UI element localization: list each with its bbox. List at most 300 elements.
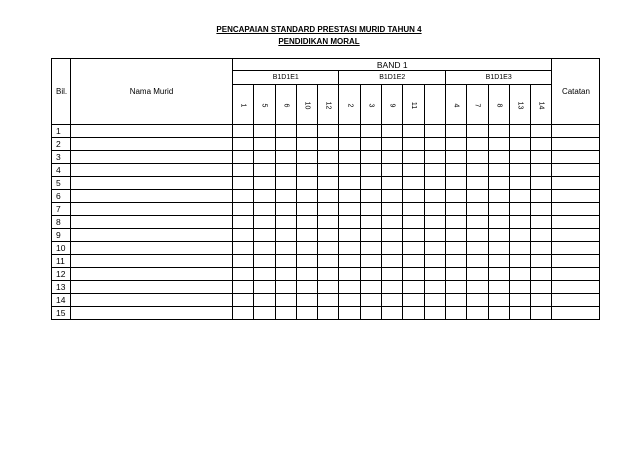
achievement-cell[interactable] xyxy=(339,190,360,203)
achievement-cell[interactable] xyxy=(318,138,339,151)
achievement-cell[interactable] xyxy=(318,190,339,203)
achievement-cell[interactable] xyxy=(275,255,296,268)
achievement-cell[interactable] xyxy=(445,229,466,242)
student-name-cell[interactable] xyxy=(71,242,233,255)
achievement-cell[interactable] xyxy=(382,177,403,190)
achievement-cell[interactable] xyxy=(509,229,530,242)
achievement-cell[interactable] xyxy=(339,229,360,242)
achievement-cell[interactable] xyxy=(254,268,275,281)
achievement-cell[interactable] xyxy=(445,242,466,255)
achievement-cell[interactable] xyxy=(403,177,424,190)
row-number: 8 xyxy=(52,216,71,229)
achievement-cell[interactable] xyxy=(382,281,403,294)
achievement-cell[interactable] xyxy=(445,177,466,190)
achievement-cell[interactable] xyxy=(318,125,339,138)
achievement-cell[interactable] xyxy=(531,190,552,203)
row-number: 11 xyxy=(52,255,71,268)
achievement-cell[interactable] xyxy=(318,281,339,294)
achievement-cell[interactable] xyxy=(467,203,488,216)
row-number: 12 xyxy=(52,268,71,281)
achievement-cell[interactable] xyxy=(403,294,424,307)
achievement-cell[interactable] xyxy=(467,255,488,268)
student-name-cell[interactable] xyxy=(71,138,233,151)
achievement-cell[interactable] xyxy=(233,216,254,229)
achievement-cell[interactable] xyxy=(488,151,509,164)
achievement-cell[interactable] xyxy=(339,216,360,229)
achievement-cell[interactable] xyxy=(403,242,424,255)
student-name-cell[interactable] xyxy=(71,151,233,164)
header-item-number-label: 13 xyxy=(516,101,524,110)
row-number: 13 xyxy=(52,281,71,294)
achievement-cell[interactable] xyxy=(467,242,488,255)
header-item-number xyxy=(382,85,403,125)
achievement-cell[interactable] xyxy=(403,164,424,177)
achievement-cell[interactable] xyxy=(233,164,254,177)
student-name-cell[interactable] xyxy=(71,203,233,216)
header-item-number xyxy=(488,85,509,125)
achievement-cell[interactable] xyxy=(233,138,254,151)
header-bil: Bil. xyxy=(52,59,71,125)
achievement-cell[interactable] xyxy=(275,164,296,177)
achievement-cell[interactable] xyxy=(233,242,254,255)
header-item-number-label: 3 xyxy=(367,103,375,108)
student-achievement-table xyxy=(51,58,600,320)
table-row xyxy=(52,255,600,268)
achievement-cell[interactable] xyxy=(509,177,530,190)
document-title: PENCAPAIAN STANDARD PRESTASI MURID TAHUN 4 xyxy=(216,25,422,34)
achievement-cell[interactable] xyxy=(445,268,466,281)
achievement-cell[interactable] xyxy=(275,281,296,294)
achievement-cell[interactable] xyxy=(488,203,509,216)
achievement-cell[interactable] xyxy=(360,203,381,216)
achievement-cell[interactable] xyxy=(488,294,509,307)
achievement-cell[interactable] xyxy=(339,164,360,177)
achievement-cell[interactable] xyxy=(254,216,275,229)
catatan-cell[interactable] xyxy=(552,268,600,281)
achievement-cell[interactable] xyxy=(488,242,509,255)
achievement-cell[interactable] xyxy=(424,138,445,151)
achievement-cell[interactable] xyxy=(360,138,381,151)
achievement-cell[interactable] xyxy=(360,255,381,268)
achievement-cell[interactable] xyxy=(424,268,445,281)
achievement-cell[interactable] xyxy=(339,294,360,307)
achievement-cell[interactable] xyxy=(254,307,275,320)
achievement-cell[interactable] xyxy=(318,216,339,229)
achievement-cell[interactable] xyxy=(318,151,339,164)
achievement-cell[interactable] xyxy=(488,190,509,203)
achievement-cell[interactable] xyxy=(382,151,403,164)
achievement-cell[interactable] xyxy=(318,294,339,307)
achievement-cell[interactable] xyxy=(445,255,466,268)
achievement-cell[interactable] xyxy=(403,138,424,151)
achievement-cell[interactable] xyxy=(467,294,488,307)
achievement-cell[interactable] xyxy=(296,255,317,268)
achievement-cell[interactable] xyxy=(318,307,339,320)
achievement-cell[interactable] xyxy=(467,164,488,177)
achievement-cell[interactable] xyxy=(233,307,254,320)
achievement-cell[interactable] xyxy=(233,281,254,294)
achievement-cell[interactable] xyxy=(445,190,466,203)
header-item-number-label: 14 xyxy=(537,101,545,110)
achievement-cell[interactable] xyxy=(296,307,317,320)
achievement-cell[interactable] xyxy=(254,138,275,151)
catatan-cell[interactable] xyxy=(552,203,600,216)
achievement-cell[interactable] xyxy=(531,281,552,294)
achievement-cell[interactable] xyxy=(233,177,254,190)
achievement-cell[interactable] xyxy=(318,229,339,242)
achievement-cell[interactable] xyxy=(382,190,403,203)
student-name-cell[interactable] xyxy=(71,164,233,177)
achievement-cell[interactable] xyxy=(360,151,381,164)
catatan-cell[interactable] xyxy=(552,255,600,268)
achievement-cell[interactable] xyxy=(509,242,530,255)
achievement-cell[interactable] xyxy=(254,151,275,164)
achievement-cell[interactable] xyxy=(382,125,403,138)
header-group-3: B1D1E3 xyxy=(445,71,551,85)
achievement-cell[interactable] xyxy=(296,190,317,203)
achievement-cell[interactable] xyxy=(509,307,530,320)
achievement-cell[interactable] xyxy=(233,229,254,242)
catatan-cell[interactable] xyxy=(552,151,600,164)
achievement-cell[interactable] xyxy=(424,177,445,190)
achievement-cell[interactable] xyxy=(339,242,360,255)
achievement-cell[interactable] xyxy=(360,125,381,138)
header-item-number-label: 12 xyxy=(324,101,332,110)
achievement-cell[interactable] xyxy=(467,229,488,242)
achievement-cell[interactable] xyxy=(467,125,488,138)
table-row xyxy=(52,216,600,229)
achievement-cell[interactable] xyxy=(360,190,381,203)
header-band: BAND 1 xyxy=(233,59,552,71)
header-item-number xyxy=(254,85,275,125)
achievement-cell[interactable] xyxy=(233,151,254,164)
achievement-cell[interactable] xyxy=(488,216,509,229)
catatan-cell[interactable] xyxy=(552,307,600,320)
header-item-number xyxy=(531,85,552,125)
achievement-cell[interactable] xyxy=(488,229,509,242)
achievement-cell[interactable] xyxy=(531,229,552,242)
achievement-cell[interactable] xyxy=(445,307,466,320)
achievement-cell[interactable] xyxy=(509,190,530,203)
achievement-cell[interactable] xyxy=(488,138,509,151)
achievement-cell[interactable] xyxy=(382,307,403,320)
achievement-cell[interactable] xyxy=(467,281,488,294)
achievement-cell[interactable] xyxy=(254,229,275,242)
achievement-cell[interactable] xyxy=(339,268,360,281)
table-row xyxy=(52,177,600,190)
achievement-cell[interactable] xyxy=(296,229,317,242)
achievement-cell[interactable] xyxy=(445,138,466,151)
catatan-cell[interactable] xyxy=(552,294,600,307)
student-name-cell[interactable] xyxy=(71,177,233,190)
achievement-cell[interactable] xyxy=(339,125,360,138)
achievement-cell[interactable] xyxy=(424,242,445,255)
achievement-cell[interactable] xyxy=(488,125,509,138)
student-name-cell[interactable] xyxy=(71,216,233,229)
achievement-cell[interactable] xyxy=(488,255,509,268)
achievement-cell[interactable] xyxy=(275,151,296,164)
achievement-cell[interactable] xyxy=(360,242,381,255)
student-name-cell[interactable] xyxy=(71,125,233,138)
achievement-cell[interactable] xyxy=(467,307,488,320)
achievement-cell[interactable] xyxy=(509,138,530,151)
achievement-cell[interactable] xyxy=(467,138,488,151)
table-row xyxy=(52,190,600,203)
row-number: 6 xyxy=(52,190,71,203)
achievement-cell[interactable] xyxy=(275,203,296,216)
achievement-cell[interactable] xyxy=(382,229,403,242)
achievement-cell[interactable] xyxy=(296,216,317,229)
achievement-cell[interactable] xyxy=(424,125,445,138)
achievement-cell[interactable] xyxy=(531,242,552,255)
catatan-cell[interactable] xyxy=(552,229,600,242)
achievement-cell[interactable] xyxy=(403,229,424,242)
achievement-cell[interactable] xyxy=(360,216,381,229)
achievement-cell[interactable] xyxy=(296,151,317,164)
achievement-cell[interactable] xyxy=(275,294,296,307)
achievement-cell[interactable] xyxy=(296,294,317,307)
achievement-cell[interactable] xyxy=(339,151,360,164)
header-group-1: B1D1E1 xyxy=(233,71,339,85)
header-item-number xyxy=(339,85,360,125)
achievement-cell[interactable] xyxy=(296,242,317,255)
achievement-cell[interactable] xyxy=(509,151,530,164)
achievement-cell[interactable] xyxy=(296,177,317,190)
achievement-cell[interactable] xyxy=(424,190,445,203)
achievement-cell[interactable] xyxy=(424,294,445,307)
achievement-cell[interactable] xyxy=(531,294,552,307)
achievement-cell[interactable] xyxy=(488,268,509,281)
header-item-number xyxy=(509,85,530,125)
catatan-cell[interactable] xyxy=(552,125,600,138)
achievement-cell[interactable] xyxy=(275,268,296,281)
achievement-cell[interactable] xyxy=(296,203,317,216)
achievement-cell[interactable] xyxy=(424,151,445,164)
achievement-cell[interactable] xyxy=(318,268,339,281)
achievement-cell[interactable] xyxy=(318,164,339,177)
student-name-cell[interactable] xyxy=(71,307,233,320)
achievement-cell[interactable] xyxy=(233,294,254,307)
catatan-cell[interactable] xyxy=(552,177,600,190)
achievement-cell[interactable] xyxy=(339,307,360,320)
achievement-cell[interactable] xyxy=(488,307,509,320)
achievement-cell[interactable] xyxy=(531,164,552,177)
achievement-cell[interactable] xyxy=(467,268,488,281)
achievement-cell[interactable] xyxy=(403,268,424,281)
achievement-cell[interactable] xyxy=(360,294,381,307)
achievement-cell[interactable] xyxy=(233,125,254,138)
achievement-cell[interactable] xyxy=(360,177,381,190)
catatan-cell[interactable] xyxy=(552,138,600,151)
achievement-cell[interactable] xyxy=(531,177,552,190)
header-item-number-label: 8 xyxy=(495,103,503,108)
achievement-cell[interactable] xyxy=(296,164,317,177)
catatan-cell[interactable] xyxy=(552,242,600,255)
header-row-band xyxy=(52,59,600,71)
row-number: 5 xyxy=(52,177,71,190)
achievement-cell[interactable] xyxy=(233,190,254,203)
achievement-cell[interactable] xyxy=(424,216,445,229)
catatan-cell[interactable] xyxy=(552,190,600,203)
header-item-number xyxy=(296,85,317,125)
header-item-number-label: 9 xyxy=(388,103,396,108)
achievement-cell[interactable] xyxy=(339,138,360,151)
achievement-cell[interactable] xyxy=(360,164,381,177)
achievement-cell[interactable] xyxy=(424,255,445,268)
achievement-cell[interactable] xyxy=(275,190,296,203)
achievement-cell[interactable] xyxy=(531,151,552,164)
achievement-cell[interactable] xyxy=(403,307,424,320)
achievement-cell[interactable] xyxy=(382,203,403,216)
achievement-cell[interactable] xyxy=(360,268,381,281)
achievement-cell[interactable] xyxy=(403,203,424,216)
achievement-cell[interactable] xyxy=(275,242,296,255)
table-row xyxy=(52,294,600,307)
achievement-cell[interactable] xyxy=(403,151,424,164)
achievement-cell[interactable] xyxy=(382,268,403,281)
catatan-cell[interactable] xyxy=(552,281,600,294)
header-item-number-label: 6 xyxy=(282,103,290,108)
header-item-number xyxy=(445,85,466,125)
achievement-cell[interactable] xyxy=(360,229,381,242)
achievement-cell[interactable] xyxy=(467,177,488,190)
table-row xyxy=(52,164,600,177)
achievement-cell[interactable] xyxy=(424,164,445,177)
header-item-number-label: 4 xyxy=(452,103,460,108)
achievement-cell[interactable] xyxy=(382,164,403,177)
achievement-cell[interactable] xyxy=(254,190,275,203)
achievement-cell[interactable] xyxy=(488,164,509,177)
achievement-cell[interactable] xyxy=(339,255,360,268)
achievement-cell[interactable] xyxy=(424,281,445,294)
achievement-cell[interactable] xyxy=(509,203,530,216)
achievement-cell[interactable] xyxy=(509,216,530,229)
achievement-cell[interactable] xyxy=(382,138,403,151)
achievement-cell[interactable] xyxy=(318,255,339,268)
achievement-cell[interactable] xyxy=(445,151,466,164)
achievement-cell[interactable] xyxy=(445,164,466,177)
achievement-cell[interactable] xyxy=(403,125,424,138)
achievement-cell[interactable] xyxy=(382,294,403,307)
table-row xyxy=(52,281,600,294)
header-nama-murid: Nama Murid xyxy=(71,59,233,125)
achievement-cell[interactable] xyxy=(531,268,552,281)
achievement-cell[interactable] xyxy=(275,125,296,138)
achievement-cell[interactable] xyxy=(531,138,552,151)
achievement-cell[interactable] xyxy=(233,268,254,281)
table-row xyxy=(52,203,600,216)
achievement-cell[interactable] xyxy=(382,242,403,255)
achievement-cell[interactable] xyxy=(509,164,530,177)
header-item-number xyxy=(275,85,296,125)
achievement-cell[interactable] xyxy=(254,164,275,177)
achievement-cell[interactable] xyxy=(275,138,296,151)
achievement-cell[interactable] xyxy=(509,294,530,307)
achievement-cell[interactable] xyxy=(403,216,424,229)
achievement-cell[interactable] xyxy=(254,281,275,294)
achievement-cell[interactable] xyxy=(531,307,552,320)
achievement-cell[interactable] xyxy=(509,268,530,281)
achievement-cell[interactable] xyxy=(296,125,317,138)
achievement-cell[interactable] xyxy=(403,255,424,268)
achievement-cell[interactable] xyxy=(318,203,339,216)
student-name-cell[interactable] xyxy=(71,281,233,294)
achievement-cell[interactable] xyxy=(233,255,254,268)
achievement-cell[interactable] xyxy=(339,203,360,216)
achievement-cell[interactable] xyxy=(275,307,296,320)
achievement-cell[interactable] xyxy=(318,177,339,190)
achievement-cell[interactable] xyxy=(382,255,403,268)
achievement-cell[interactable] xyxy=(403,281,424,294)
achievement-cell[interactable] xyxy=(275,229,296,242)
achievement-cell[interactable] xyxy=(467,190,488,203)
achievement-cell[interactable] xyxy=(509,281,530,294)
achievement-cell[interactable] xyxy=(467,151,488,164)
achievement-cell[interactable] xyxy=(531,216,552,229)
achievement-cell[interactable] xyxy=(254,177,275,190)
achievement-cell[interactable] xyxy=(296,268,317,281)
student-name-cell[interactable] xyxy=(71,255,233,268)
achievement-cell[interactable] xyxy=(339,177,360,190)
achievement-cell[interactable] xyxy=(445,203,466,216)
student-name-cell[interactable] xyxy=(71,229,233,242)
achievement-cell[interactable] xyxy=(254,203,275,216)
achievement-cell[interactable] xyxy=(318,242,339,255)
achievement-cell[interactable] xyxy=(296,281,317,294)
achievement-cell[interactable] xyxy=(254,125,275,138)
document-header xyxy=(0,24,638,48)
achievement-cell[interactable] xyxy=(445,281,466,294)
achievement-cell[interactable] xyxy=(488,281,509,294)
achievement-cell[interactable] xyxy=(531,125,552,138)
achievement-cell[interactable] xyxy=(424,307,445,320)
catatan-cell[interactable] xyxy=(552,216,600,229)
achievement-cell[interactable] xyxy=(467,216,488,229)
achievement-cell[interactable] xyxy=(233,203,254,216)
achievement-cell[interactable] xyxy=(445,294,466,307)
table-row xyxy=(52,138,600,151)
achievement-cell[interactable] xyxy=(509,125,530,138)
achievement-cell[interactable] xyxy=(445,125,466,138)
achievement-cell[interactable] xyxy=(360,307,381,320)
achievement-cell[interactable] xyxy=(254,255,275,268)
achievement-cell[interactable] xyxy=(296,138,317,151)
achievement-cell[interactable] xyxy=(424,203,445,216)
achievement-cell[interactable] xyxy=(360,281,381,294)
achievement-cell[interactable] xyxy=(339,281,360,294)
header-item-number-label: 7 xyxy=(473,103,481,108)
achievement-cell[interactable] xyxy=(531,255,552,268)
achievement-cell[interactable] xyxy=(275,177,296,190)
achievement-cell[interactable] xyxy=(424,229,445,242)
achievement-cell[interactable] xyxy=(275,216,296,229)
achievement-cell[interactable] xyxy=(488,177,509,190)
student-name-cell[interactable] xyxy=(71,294,233,307)
achievement-cell[interactable] xyxy=(531,203,552,216)
header-item-number xyxy=(318,85,339,125)
catatan-cell[interactable] xyxy=(552,164,600,177)
student-name-cell[interactable] xyxy=(71,268,233,281)
achievement-cell[interactable] xyxy=(254,242,275,255)
row-number: 2 xyxy=(52,138,71,151)
student-name-cell[interactable] xyxy=(71,190,233,203)
achievement-cell[interactable] xyxy=(403,190,424,203)
achievement-cell[interactable] xyxy=(382,216,403,229)
achievement-cell[interactable] xyxy=(509,255,530,268)
achievement-cell[interactable] xyxy=(254,294,275,307)
achievement-cell[interactable] xyxy=(445,216,466,229)
row-number: 15 xyxy=(52,307,71,320)
